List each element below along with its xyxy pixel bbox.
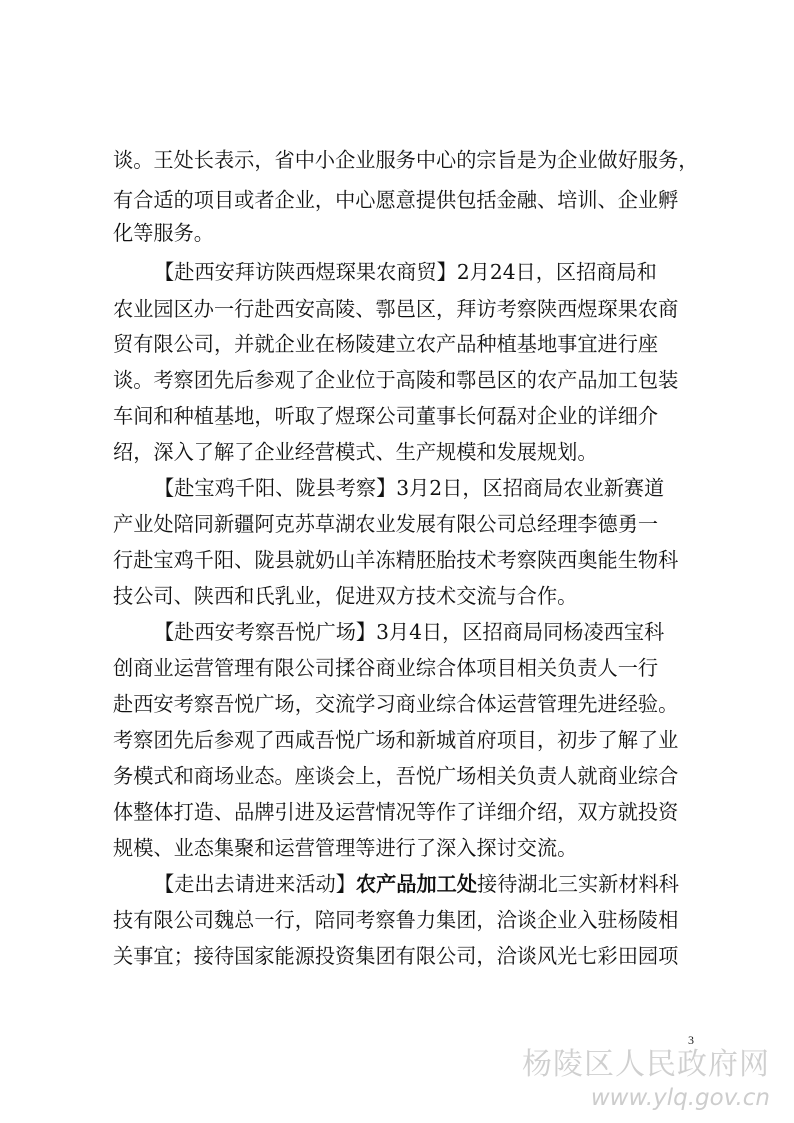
text-line: 技有限公司魏总一行，陪同考察鲁力集团，洽谈企业入驻杨陵相 [113, 908, 679, 932]
text-line: 谈。考察团先后参观了企业位于高陵和鄠邑区的农产品加工包装 [113, 368, 679, 392]
text-line: 创商业运营管理有限公司揉谷商业综合体项目相关负责人一行 [113, 656, 659, 680]
site-watermark [522, 1048, 770, 1112]
text-line: 有合适的项目或者企业，中心愿意提供包括金融、培训、企业孵 [113, 188, 679, 212]
watermark-url: www.ylq.gov.cn [590, 1085, 770, 1111]
text-line: 【赴西安拜访陕西煜琛果农商贸】2月24日，区招商局和 [154, 260, 657, 284]
text-line: 体整体打造、品牌引进及运营情况等作了详细介绍，双方就投资 [113, 800, 679, 824]
text-line: 绍，深入了解了企业经营模式、生产规模和发展规划。 [113, 440, 598, 464]
text-line: 赴西安考察吾悦广场，交流学习商业综合体运营管理先进经验。 [113, 692, 679, 716]
text-run: 接待湖北三实新材料科 [477, 872, 679, 896]
text-line: 化等服务。 [113, 221, 214, 245]
section-heading: 【走出去请进来活动】 [154, 872, 356, 896]
text-line: 行赴宝鸡千阳、陇县就奶山羊冻精胚胎技术考察陕西奥能生物科 [113, 548, 679, 572]
bold-department-name: 农产品加工处 [355, 872, 478, 896]
text-line: 务模式和商场业态。座谈会上，吾悦广场相关负责人就商业综合 [113, 764, 679, 788]
text-line [154, 867, 679, 901]
text-line: 产业处陪同新疆阿克苏草湖农业发展有限公司总经理李德勇一 [113, 512, 659, 536]
text-line: 车间和种植基地，听取了煜琛公司董事长何磊对企业的详细介 [113, 404, 659, 428]
text-line: 农业园区办一行赴西安高陵、鄠邑区，拜访考察陕西煜琛果农商 [113, 297, 679, 321]
text-line: 规模、业态集聚和运营管理等进行了深入探讨交流。 [113, 836, 578, 860]
page-number: 3 [688, 1033, 694, 1047]
text-line: 谈。王处长表示，省中小企业服务中心的宗旨是为企业做好服务， [113, 148, 699, 172]
text-line: 【赴宝鸡千阳、陇县考察】3月2日，区招商局农业新赛道 [154, 476, 665, 500]
text-line: 【赴西安考察吾悦广场】3月4日，区招商局同杨凌西宝科 [154, 620, 665, 644]
watermark-title: 杨陵区人民政府网 [522, 1047, 770, 1082]
text-line: 贸有限公司，并就企业在杨陵建立农产品种植基地事宜进行座 [113, 332, 659, 356]
text-line: 考察团先后参观了西咸吾悦广场和新城首府项目，初步了解了业 [113, 728, 679, 752]
text-line: 技公司、陕西和氏乳业，促进双方技术交流与合作。 [113, 584, 578, 608]
text-line: 关事宜；接待国家能源投资集团有限公司，洽谈风光七彩田园项 [113, 944, 679, 968]
